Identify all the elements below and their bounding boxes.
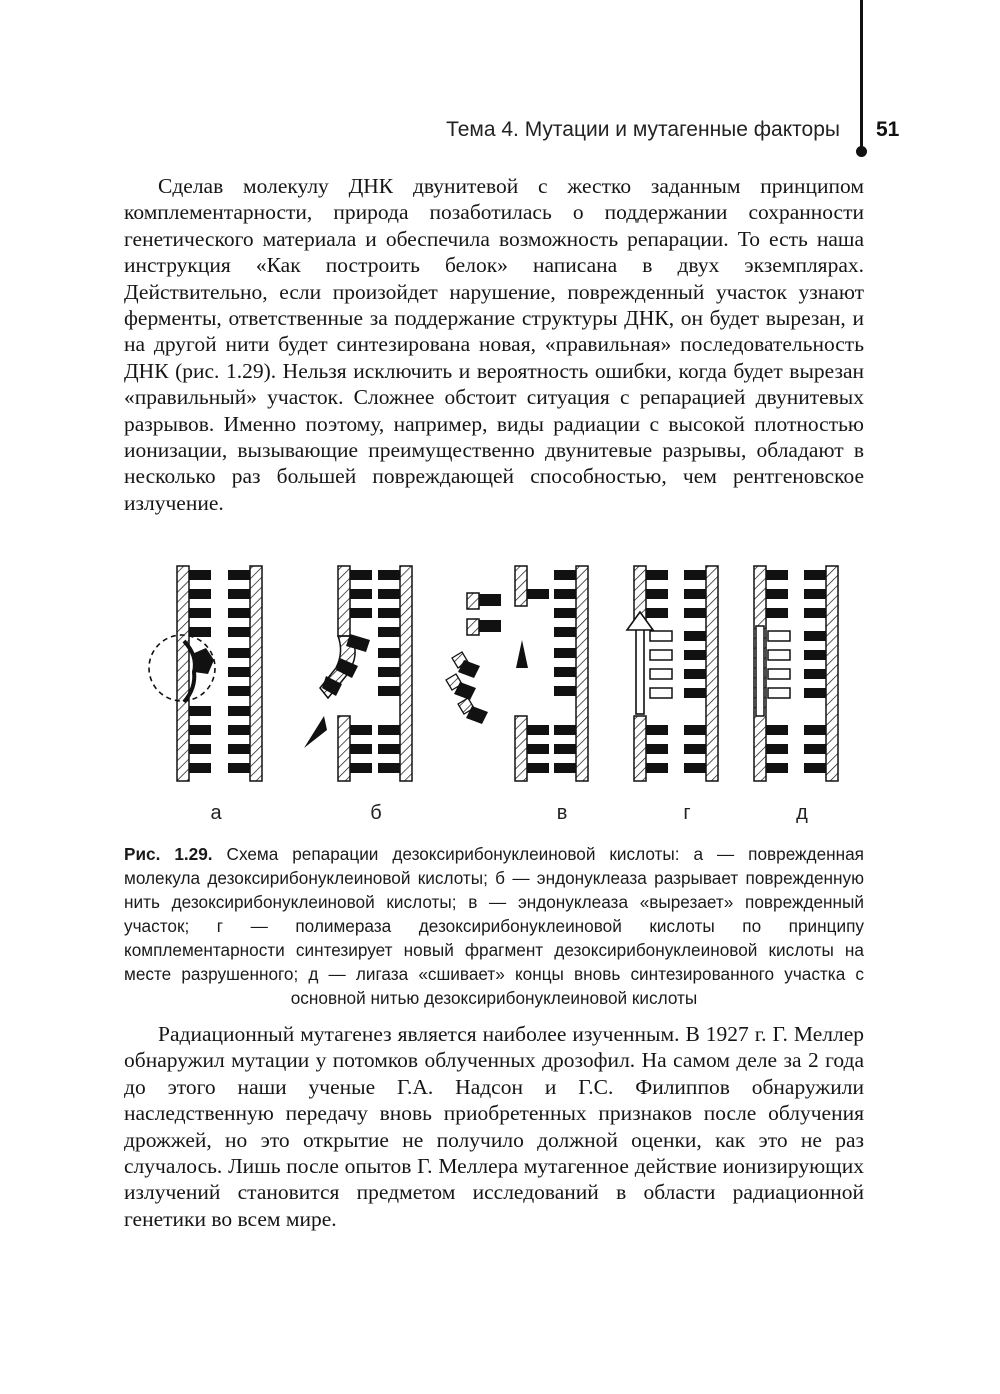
body-paragraph-2: Радиационный мутагенез является наиболее изученным. В 1927 г. Г. Меллер обнаружил мутации у потомков облученных дрозофил. На самом деле за 2 года до этого наши ученые Г.А. Надсон и Г.С. Филиппов обнаружили наследственную передачу вновь приобретенных признаков после облучения дрожжей, но это открытие не получило должной оценки, как это не раз случалось. Лишь после опытов Г. Меллера мутагенное действие ионизирующих излучений становится предметом исследований в области радиационной генетики во всем мире. (124, 1022, 864, 1231)
panel-e-diagram (754, 566, 838, 781)
figure-caption-label: Рис. 1.29. (124, 844, 213, 864)
figure-caption-text: Схема репарации дезоксирибонуклеиновой кислоты: а — поврежденная молекула дезоксирибонуклеиновой кислоты; б — эндонуклеаза разрывает поврежденную нить дезоксирибонуклеиновой кислоты; в — эндонуклеаза «вырезает» поврежденный участок; г — полимераза дезоксирибонуклеиновой кислоты по принципу комплементарности синтезирует новый фрагмент дезоксирибонуклеиновой кислоты на месте разрушенного; д — лигаза «сшивает» концы вновь синтезированного участка с основной нитью дезоксирибонуклеиновой кислоты (124, 844, 864, 1008)
figure-caption (124, 842, 864, 1010)
panel-label-d: г (683, 802, 691, 824)
body-paragraph-1: Сделав молекулу ДНК двунитевой с жестко заданным принципом комплементарности, природа позаботилась о поддержании сохранности генетического материала и обеспечила возможность репарации. То есть наша инструкция «Как построить белок» написана в двух экземплярах. Действительно, если произойдет нарушение, поврежденный участок узнают ферменты, ответственные за поддержание структуры ДНК, он будет вырезан, и на другой нити будет синтезирована новая, «правильная» последовательность ДНК (рис. 1.29). Нельзя исключить и вероятность ошибки, когда будет вырезан «правильный» участок. Сложнее обстоит ситуация с репарацией двунитевых разрывов. Именно поэтому, например, виды радиации с высокой плотностью ионизации, вызывающие преимущественно двунитевые разрывы, обладают в несколько раз большей повреждающей способностью, чем рентгеновское излучение. (124, 174, 864, 515)
panel-b-diagram (304, 566, 412, 781)
panel-label-c: в (556, 802, 568, 824)
page-number: 51 (876, 118, 900, 141)
margin-rule-dot (856, 146, 867, 157)
running-title: Тема 4. Мутации и мутагенные факторы (446, 118, 840, 141)
figure-dna-repair (124, 556, 864, 826)
panel-label-b: б (370, 802, 382, 824)
margin-rule (860, 0, 863, 152)
dna-repair-diagram (124, 556, 864, 826)
panel-a-diagram (149, 566, 262, 781)
panel-label-e: д (796, 802, 808, 824)
panel-label-a: а (210, 802, 222, 824)
panel-d-diagram (627, 566, 718, 781)
panel-c-diagram (446, 566, 588, 781)
